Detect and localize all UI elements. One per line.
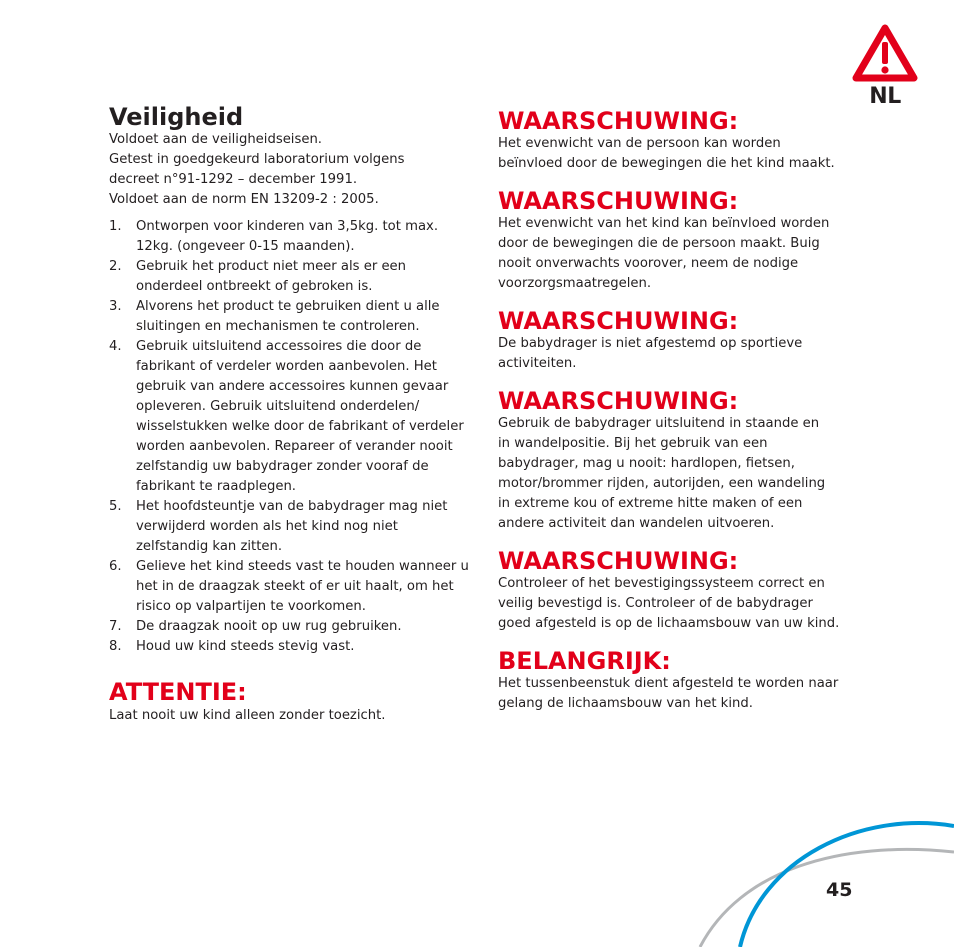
safety-rules-list [109,217,469,657]
safety-title: Veiligheid [109,103,244,131]
warning-title: WAARSCHUWING: [498,387,739,415]
warning-block [498,548,863,634]
attention-text: Laat nooit uw kind alleen zonder toezicht. [109,708,386,723]
list-item-text: Gebruik het product niet meer als er een onderdeel ontbreekt of gebroken is. [136,259,407,294]
warning-text: Het evenwicht van het kind kan beïnvloed worden door de bewegingen die de persoon maakt. Buig nooit onverwachts voorover, neem de nodige voorzorgsmaatregelen. [498,216,830,291]
important-title: BELANGRIJK: [498,647,671,675]
list-item [109,337,469,497]
list-item-text: Gelieve het kind steeds vast te houden wanneer u het in de draagzak steekt of er uit haalt, om het risico op valpartijen te voorkomen. [136,559,469,614]
warnings-section [498,108,863,728]
list-item-text: Alvorens het product te gebruiken dient u alle sluitingen en mechanismen te controleren. [136,299,440,334]
list-item-text: Gebruik uitsluitend accessoires die door de fabrikant of verdeler worden aanbevolen. Het gebruik van andere accessoires kunnen gevaar opleveren. Gebruik uitsluitend onderdelen/ wisselstukken welke door de fabrikant of verdeler worden aanbevolen. Repareer of verander nooit zelfstandig uw babydrager zonder vooraf de fabrikant te raadplegen. [136,339,464,494]
list-item-number: 5. [109,499,122,514]
warning-title: WAARSCHUWING: [498,307,739,335]
list-item-text: Ontworpen voor kinderen van 3,5kg. tot max. 12kg. (ongeveer 0-15 maanden). [136,219,439,254]
list-item-number: 4. [109,339,122,354]
list-item-number: 8. [109,639,122,654]
list-item-text: Het hoofdsteuntje van de babydrager mag niet verwijderd worden als het kind nog niet zelfstandig kan zitten. [136,499,448,554]
list-item-number: 1. [109,219,122,234]
warning-text: Gebruik de babydrager uitsluitend in staande en in wandelpositie. Bij het gebruik van een babydrager, mag u nooit: hardlopen, fietsen, motor/brommer rijden, autorijden, een wandeling in extreme kou of extreme hitte maken of een andere activiteit dan wandelen uitvoeren. [498,416,826,531]
page-number: 45 [826,879,853,901]
warning-title: WAARSCHUWING: [498,107,739,135]
warning-text: De babydrager is niet afgestemd op sportieve activiteiten. [498,336,803,371]
list-item [109,637,469,657]
list-item [109,497,469,557]
warning-title: WAARSCHUWING: [498,547,739,575]
language-label: NL [869,84,901,109]
list-item [109,217,469,257]
list-item-text: De draagzak nooit op uw rug gebruiken. [136,619,402,634]
list-item-number: 2. [109,259,122,274]
warning-text: Het evenwicht van de persoon kan worden beïnvloed door de bewegingen die het kind maakt. [498,136,835,171]
warning-title: WAARSCHUWING: [498,187,739,215]
decorative-arcs [680,800,954,947]
warning-block [498,308,863,374]
safety-section [109,104,469,726]
list-item-number: 7. [109,619,122,634]
list-item [109,297,469,337]
list-item-number: 3. [109,299,122,314]
warning-block [498,108,863,174]
warning-block [498,188,863,294]
important-block [498,648,863,714]
important-text: Het tussenbeenstuk dient afgesteld te worden naar gelang de lichaamsbouw van het kind. [498,676,839,711]
warning-text: Controleer of het bevestigingssysteem correct en veilig bevestigd is. Controleer of de babydrager goed afgesteld is op de lichaamsbouw van uw kind. [498,576,840,631]
warning-block [498,388,863,534]
list-item [109,617,469,637]
list-item [109,557,469,617]
attention-title: ATTENTIE: [109,678,247,706]
list-item [109,257,469,297]
list-item-number: 6. [109,559,122,574]
list-item-text: Houd uw kind steeds stevig vast. [136,639,355,654]
safety-intro: Voldoet aan de veiligheidseisen. Getest in goedgekeurd laboratorium volgens decreet n°91-1292 – december 1991. Voldoet aan de norm EN 13209-2 : 2005. [109,132,405,207]
